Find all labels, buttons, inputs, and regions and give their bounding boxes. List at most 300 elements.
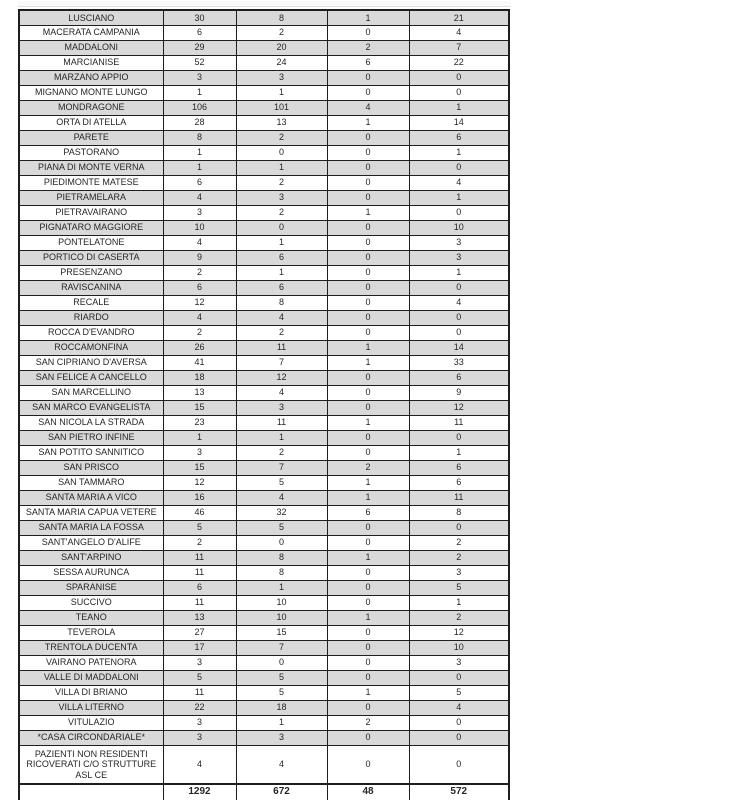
value-cell: 1: [163, 85, 236, 100]
municipality-name-cell: PIETRAVAIRANO: [19, 205, 163, 220]
municipality-name-cell: PIETRAMELARA: [19, 190, 163, 205]
municipality-name-cell: VILLA DI BRIANO: [19, 685, 163, 700]
municipality-name-cell: PASTORANO: [19, 145, 163, 160]
value-cell: 18: [163, 370, 236, 385]
value-cell: 0: [327, 160, 409, 175]
value-cell: 1: [409, 595, 509, 610]
value-cell: 5: [409, 685, 509, 700]
municipality-name-cell: PORTICO DI CASERTA: [19, 250, 163, 265]
municipality-name-cell: SAN PRISCO: [19, 460, 163, 475]
value-cell: 0: [327, 190, 409, 205]
value-cell: 1: [327, 475, 409, 490]
value-cell: 1: [409, 145, 509, 160]
table-row: [19, 670, 509, 685]
value-cell: 4: [163, 310, 236, 325]
value-cell: 4: [163, 190, 236, 205]
value-cell: 0: [327, 430, 409, 445]
municipality-name-cell: RAVISCANINA: [19, 280, 163, 295]
value-cell: 11: [163, 550, 236, 565]
value-cell: 6: [163, 175, 236, 190]
value-cell: 5: [236, 670, 327, 685]
municipality-name-cell: VILLA LITERNO: [19, 700, 163, 715]
table-row: [19, 715, 509, 730]
table-row: [19, 295, 509, 310]
value-cell: 2: [236, 445, 327, 460]
value-cell: 0: [327, 385, 409, 400]
table-row: [19, 25, 509, 40]
value-cell: 9: [409, 385, 509, 400]
value-cell: 0: [327, 580, 409, 595]
value-cell: 8: [163, 130, 236, 145]
table-row: [19, 205, 509, 220]
value-cell: 8: [409, 505, 509, 520]
table-row: [19, 175, 509, 190]
value-cell: 0: [409, 70, 509, 85]
value-cell: 0: [409, 205, 509, 220]
value-cell: 5: [236, 685, 327, 700]
value-cell: 2: [236, 25, 327, 40]
value-cell: 8: [236, 565, 327, 580]
value-cell: 12: [409, 625, 509, 640]
value-cell: 8: [236, 550, 327, 565]
table-row: [19, 580, 509, 595]
table-row: [19, 730, 509, 745]
value-cell: 0: [409, 745, 509, 784]
value-cell: 0: [409, 160, 509, 175]
municipality-data-table: [18, 9, 510, 800]
value-cell: 0: [409, 310, 509, 325]
value-cell: 26: [163, 340, 236, 355]
municipality-name-cell: SANTA MARIA LA FOSSA: [19, 520, 163, 535]
value-cell: 0: [327, 295, 409, 310]
value-cell: 0: [236, 655, 327, 670]
value-cell: 6: [236, 250, 327, 265]
value-cell: 46: [163, 505, 236, 520]
table-row: [19, 640, 509, 655]
value-cell: 3: [163, 70, 236, 85]
value-cell: 0: [327, 250, 409, 265]
value-cell: 3: [163, 445, 236, 460]
value-cell: 1: [327, 610, 409, 625]
total-value-cell: 48: [327, 784, 409, 800]
table-row: [19, 325, 509, 340]
value-cell: 0: [409, 325, 509, 340]
value-cell: 0: [327, 745, 409, 784]
value-cell: 2: [236, 205, 327, 220]
value-cell: 24: [236, 55, 327, 70]
value-cell: 10: [409, 640, 509, 655]
table-row: [19, 160, 509, 175]
totals-empty-name-cell: [19, 784, 163, 800]
value-cell: 28: [163, 115, 236, 130]
value-cell: 3: [409, 250, 509, 265]
value-cell: 2: [163, 325, 236, 340]
value-cell: 3: [163, 715, 236, 730]
value-cell: 0: [327, 520, 409, 535]
municipality-name-cell: PARETE: [19, 130, 163, 145]
value-cell: 41: [163, 355, 236, 370]
value-cell: 1: [327, 10, 409, 25]
value-cell: 0: [409, 730, 509, 745]
value-cell: 2: [236, 130, 327, 145]
value-cell: 5: [163, 670, 236, 685]
value-cell: 3: [236, 400, 327, 415]
municipality-name-cell: SAN TAMMARO: [19, 475, 163, 490]
table-row: [19, 145, 509, 160]
value-cell: 6: [236, 280, 327, 295]
value-cell: 2: [327, 460, 409, 475]
value-cell: 6: [409, 475, 509, 490]
value-cell: 18: [236, 700, 327, 715]
value-cell: 7: [236, 460, 327, 475]
value-cell: 1: [163, 145, 236, 160]
municipality-name-cell: SANT'ARPINO: [19, 550, 163, 565]
value-cell: 17: [163, 640, 236, 655]
table-row: [19, 520, 509, 535]
value-cell: 1: [327, 550, 409, 565]
municipality-name-cell: MARZANO APPIO: [19, 70, 163, 85]
municipality-name-cell: SAN POTITO SANNITICO: [19, 445, 163, 460]
table-row: [19, 685, 509, 700]
value-cell: 12: [409, 400, 509, 415]
value-cell: 1: [327, 340, 409, 355]
value-cell: 8: [236, 10, 327, 25]
municipality-name-cell: RECALE: [19, 295, 163, 310]
value-cell: 2: [163, 265, 236, 280]
value-cell: 1: [327, 685, 409, 700]
table-row: [19, 340, 509, 355]
table-row: [19, 610, 509, 625]
municipality-name-cell: SAN MARCELLINO: [19, 385, 163, 400]
value-cell: 1: [327, 490, 409, 505]
value-cell: 3: [163, 655, 236, 670]
value-cell: 2: [409, 610, 509, 625]
value-cell: 16: [163, 490, 236, 505]
value-cell: 33: [409, 355, 509, 370]
table-row: [19, 460, 509, 475]
value-cell: 0: [327, 370, 409, 385]
value-cell: 1: [163, 160, 236, 175]
table-row: [19, 235, 509, 250]
total-value-cell: 672: [236, 784, 327, 800]
value-cell: 1: [236, 85, 327, 100]
value-cell: 10: [163, 220, 236, 235]
value-cell: 1: [236, 580, 327, 595]
value-cell: 4: [163, 745, 236, 784]
total-value-cell: 572: [409, 784, 509, 800]
table-row: [19, 490, 509, 505]
table-row: [19, 745, 509, 784]
value-cell: 10: [409, 220, 509, 235]
value-cell: 4: [327, 100, 409, 115]
value-cell: 1: [236, 235, 327, 250]
value-cell: 1: [327, 415, 409, 430]
value-cell: 7: [409, 40, 509, 55]
municipality-name-cell: PONTELATONE: [19, 235, 163, 250]
value-cell: 1: [327, 355, 409, 370]
value-cell: 6: [327, 55, 409, 70]
value-cell: 20: [236, 40, 327, 55]
value-cell: 3: [409, 655, 509, 670]
value-cell: 0: [327, 670, 409, 685]
table-row: [19, 100, 509, 115]
value-cell: 2: [409, 535, 509, 550]
municipality-name-cell: PIEDIMONTE MATESE: [19, 175, 163, 190]
table-row: [19, 55, 509, 70]
table-row: [19, 355, 509, 370]
value-cell: 11: [236, 415, 327, 430]
value-cell: 3: [409, 565, 509, 580]
value-cell: 4: [163, 235, 236, 250]
value-cell: 0: [236, 145, 327, 160]
value-cell: 0: [327, 280, 409, 295]
value-cell: 27: [163, 625, 236, 640]
municipality-name-cell: SAN NICOLA LA STRADA: [19, 415, 163, 430]
table-row: [19, 250, 509, 265]
table-row: [19, 550, 509, 565]
value-cell: 1: [236, 430, 327, 445]
value-cell: 1: [409, 445, 509, 460]
value-cell: 4: [236, 310, 327, 325]
table-row: [19, 10, 509, 25]
value-cell: 0: [327, 25, 409, 40]
value-cell: 15: [163, 460, 236, 475]
municipality-name-cell: LUSCIANO: [19, 10, 163, 25]
value-cell: 2: [409, 550, 509, 565]
value-cell: 4: [236, 745, 327, 784]
municipality-name-cell: MIGNANO MONTE LUNGO: [19, 85, 163, 100]
value-cell: 1: [327, 115, 409, 130]
table-row: [19, 385, 509, 400]
table-row: [19, 130, 509, 145]
value-cell: 6: [163, 280, 236, 295]
table-row: [19, 220, 509, 235]
value-cell: 0: [409, 280, 509, 295]
value-cell: 15: [163, 400, 236, 415]
value-cell: 21: [409, 10, 509, 25]
value-cell: 23: [163, 415, 236, 430]
value-cell: 1: [236, 715, 327, 730]
value-cell: 30: [163, 10, 236, 25]
table-row: [19, 280, 509, 295]
total-value-cell: 1292: [163, 784, 236, 800]
value-cell: 106: [163, 100, 236, 115]
value-cell: 11: [163, 565, 236, 580]
value-cell: 6: [409, 370, 509, 385]
value-cell: 0: [236, 535, 327, 550]
value-cell: 0: [409, 520, 509, 535]
value-cell: 12: [236, 370, 327, 385]
value-cell: 0: [409, 85, 509, 100]
value-cell: 7: [236, 355, 327, 370]
municipality-name-cell: VITULAZIO: [19, 715, 163, 730]
value-cell: 11: [409, 415, 509, 430]
municipality-name-cell: TRENTOLA DUCENTA: [19, 640, 163, 655]
municipality-name-cell: *CASA CIRCONDARIALE*: [19, 730, 163, 745]
table-row: [19, 595, 509, 610]
value-cell: 5: [163, 520, 236, 535]
value-cell: 0: [327, 640, 409, 655]
value-cell: 0: [327, 85, 409, 100]
value-cell: 11: [163, 595, 236, 610]
value-cell: 1: [409, 190, 509, 205]
value-cell: 0: [327, 175, 409, 190]
value-cell: 0: [409, 430, 509, 445]
municipality-name-cell: SUCCIVO: [19, 595, 163, 610]
value-cell: 0: [327, 130, 409, 145]
value-cell: 3: [236, 190, 327, 205]
table-row: [19, 70, 509, 85]
municipality-name-cell: SANT'ANGELO D'ALIFE: [19, 535, 163, 550]
value-cell: 0: [327, 655, 409, 670]
municipality-name-cell: ROCCA D'EVANDRO: [19, 325, 163, 340]
municipality-table-container: [18, 9, 510, 800]
value-cell: 1: [236, 265, 327, 280]
value-cell: 0: [327, 265, 409, 280]
value-cell: 29: [163, 40, 236, 55]
value-cell: 1: [236, 160, 327, 175]
municipality-name-cell: SAN CIPRIANO D'AVERSA: [19, 355, 163, 370]
cropped-previous-row-remnant: [18, 1, 511, 7]
value-cell: 12: [163, 295, 236, 310]
value-cell: 0: [327, 220, 409, 235]
municipality-name-cell: SESSA AURUNCA: [19, 565, 163, 580]
table-row: [19, 565, 509, 580]
value-cell: 22: [409, 55, 509, 70]
value-cell: 2: [236, 325, 327, 340]
value-cell: 0: [409, 715, 509, 730]
municipality-name-cell: MADDALONI: [19, 40, 163, 55]
value-cell: 4: [409, 175, 509, 190]
value-cell: 2: [327, 40, 409, 55]
table-row: [19, 625, 509, 640]
value-cell: 8: [236, 295, 327, 310]
table-row: [19, 265, 509, 280]
value-cell: 0: [327, 595, 409, 610]
value-cell: 101: [236, 100, 327, 115]
value-cell: 14: [409, 115, 509, 130]
value-cell: 0: [327, 70, 409, 85]
table-body: [19, 10, 509, 800]
table-row: [19, 40, 509, 55]
table-row: [19, 310, 509, 325]
value-cell: 6: [327, 505, 409, 520]
value-cell: 15: [236, 625, 327, 640]
value-cell: 10: [236, 595, 327, 610]
value-cell: 52: [163, 55, 236, 70]
municipality-name-cell: SAN MARCO EVANGELISTA: [19, 400, 163, 415]
table-row: [19, 400, 509, 415]
value-cell: 13: [163, 610, 236, 625]
value-cell: 2: [327, 715, 409, 730]
municipality-name-cell: SANTA MARIA A VICO: [19, 490, 163, 505]
value-cell: 1: [327, 205, 409, 220]
totals-row: [19, 784, 509, 800]
table-row: [19, 505, 509, 520]
municipality-name-cell: MONDRAGONE: [19, 100, 163, 115]
municipality-name-cell: PRESENZANO: [19, 265, 163, 280]
value-cell: 0: [327, 700, 409, 715]
value-cell: 5: [409, 580, 509, 595]
value-cell: 0: [327, 625, 409, 640]
value-cell: 14: [409, 340, 509, 355]
value-cell: 13: [236, 115, 327, 130]
value-cell: 13: [163, 385, 236, 400]
value-cell: 5: [236, 520, 327, 535]
municipality-name-cell: ROCCAMONFINA: [19, 340, 163, 355]
table-row: [19, 190, 509, 205]
value-cell: 4: [409, 295, 509, 310]
value-cell: 0: [409, 670, 509, 685]
table-row: [19, 415, 509, 430]
value-cell: 0: [327, 145, 409, 160]
municipality-name-cell: RIARDO: [19, 310, 163, 325]
value-cell: 4: [409, 25, 509, 40]
value-cell: 11: [163, 685, 236, 700]
value-cell: 9: [163, 250, 236, 265]
municipality-name-cell: SAN FELICE A CANCELLO: [19, 370, 163, 385]
municipality-name-cell: SANTA MARIA CAPUA VETERE: [19, 505, 163, 520]
municipality-name-cell: VAIRANO PATENORA: [19, 655, 163, 670]
table-row: [19, 85, 509, 100]
value-cell: 6: [163, 25, 236, 40]
table-row: [19, 445, 509, 460]
value-cell: 1: [409, 265, 509, 280]
value-cell: 0: [327, 235, 409, 250]
value-cell: 0: [327, 565, 409, 580]
value-cell: 1: [163, 430, 236, 445]
municipality-name-cell: SAN PIETRO INFINE: [19, 430, 163, 445]
value-cell: 0: [327, 730, 409, 745]
value-cell: 32: [236, 505, 327, 520]
table-row: [19, 535, 509, 550]
value-cell: 0: [327, 445, 409, 460]
table-row: [19, 655, 509, 670]
municipality-name-cell: PIGNATARO MAGGIORE: [19, 220, 163, 235]
value-cell: 5: [236, 475, 327, 490]
table-row: [19, 370, 509, 385]
value-cell: 7: [236, 640, 327, 655]
value-cell: 3: [163, 205, 236, 220]
value-cell: 11: [409, 490, 509, 505]
municipality-name-cell: PIANA DI MONTE VERNA: [19, 160, 163, 175]
table-row: [19, 475, 509, 490]
municipality-name-cell: PAZIENTI NON RESIDENTI RICOVERATI C/O STRUTTURE ASL CE: [19, 745, 163, 784]
value-cell: 0: [327, 535, 409, 550]
value-cell: 6: [409, 460, 509, 475]
value-cell: 0: [327, 325, 409, 340]
value-cell: 0: [327, 400, 409, 415]
table-row: [19, 430, 509, 445]
value-cell: 0: [236, 220, 327, 235]
municipality-name-cell: ORTA DI ATELLA: [19, 115, 163, 130]
municipality-name-cell: TEANO: [19, 610, 163, 625]
value-cell: 10: [236, 610, 327, 625]
value-cell: 3: [163, 730, 236, 745]
value-cell: 2: [236, 175, 327, 190]
municipality-name-cell: TEVEROLA: [19, 625, 163, 640]
value-cell: 2: [163, 535, 236, 550]
value-cell: 1: [409, 100, 509, 115]
value-cell: 4: [236, 490, 327, 505]
value-cell: 3: [409, 235, 509, 250]
municipality-name-cell: VALLE DI MADDALONI: [19, 670, 163, 685]
value-cell: 3: [236, 730, 327, 745]
value-cell: 0: [327, 310, 409, 325]
value-cell: 12: [163, 475, 236, 490]
municipality-name-cell: MARCIANISE: [19, 55, 163, 70]
value-cell: 6: [409, 130, 509, 145]
